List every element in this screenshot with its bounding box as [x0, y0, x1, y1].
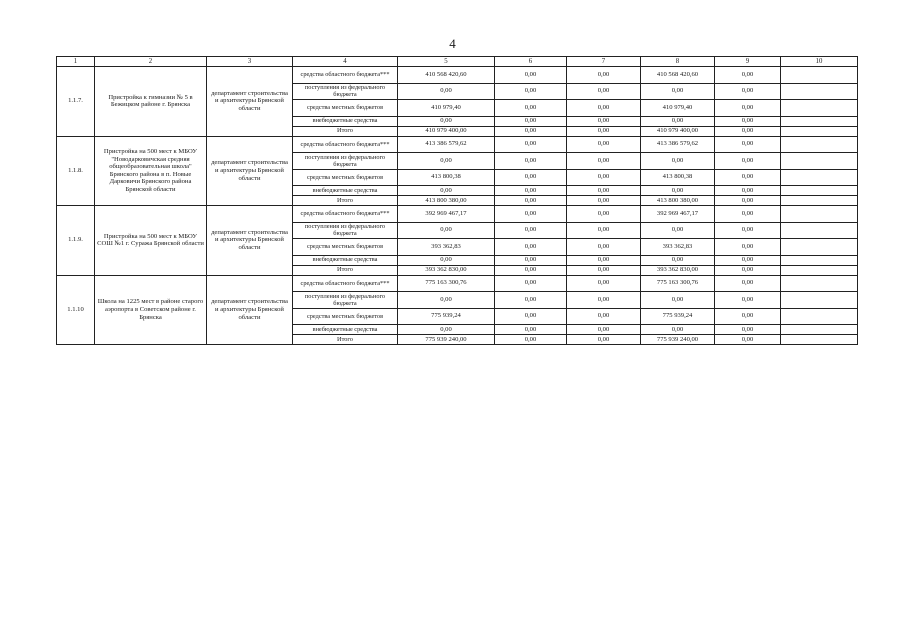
table-row: [57, 136, 858, 153]
amount-cell-c8: 0,00: [641, 292, 715, 309]
item-code-cell: 1.1.7.: [57, 67, 95, 137]
amount-cell-c10: [781, 239, 858, 256]
amount-cell-c9: 0,00: [715, 83, 781, 100]
amount-cell-c10: [781, 308, 858, 325]
amount-cell-c9: 0,00: [715, 292, 781, 309]
amount-cell-c10: [781, 186, 858, 196]
amount-cell-c9: 0,00: [715, 325, 781, 335]
amount-cell-c10: [781, 325, 858, 335]
amount-cell-c6: 0,00: [495, 83, 567, 100]
amount-cell-c5: 410 979,40: [398, 100, 495, 117]
amount-cell-c9: 0,00: [715, 308, 781, 325]
executor-cell: департамент строительства и архитектуры Брянской области: [207, 275, 293, 345]
amount-cell-c8: 410 568 420,60: [641, 67, 715, 84]
amount-cell-c10: [781, 275, 858, 292]
amount-cell-c10: [781, 206, 858, 223]
amount-cell-c6: 0,00: [495, 196, 567, 206]
amount-cell-c9: 0,00: [715, 239, 781, 256]
item-code-cell: 1.1.10: [57, 275, 95, 345]
amount-cell-c6: 0,00: [495, 136, 567, 153]
amount-cell-c10: [781, 136, 858, 153]
amount-cell-c7: 0,00: [567, 67, 641, 84]
amount-cell-c7: 0,00: [567, 292, 641, 309]
amount-cell-c9: 0,00: [715, 275, 781, 292]
amount-cell-c7: 0,00: [567, 275, 641, 292]
amount-cell-c7: 0,00: [567, 116, 641, 126]
executor-cell: департамент строительства и архитектуры Брянской области: [207, 67, 293, 137]
amount-cell-c6: 0,00: [495, 325, 567, 335]
budget-table: [56, 56, 858, 345]
funding-source-cell: Итого: [293, 196, 398, 206]
amount-cell-c5: 0,00: [398, 255, 495, 265]
page-number: 4: [449, 36, 456, 51]
executor-cell: департамент строительства и архитектуры Брянской области: [207, 206, 293, 276]
amount-cell-c5: 0,00: [398, 116, 495, 126]
amount-cell-c10: [781, 126, 858, 136]
amount-cell-c7: 0,00: [567, 206, 641, 223]
funding-source-cell: средства областного бюджета***: [293, 275, 398, 292]
amount-cell-c10: [781, 335, 858, 345]
amount-cell-c9: 0,00: [715, 255, 781, 265]
column-number: 10: [781, 57, 858, 67]
column-number: 6: [495, 57, 567, 67]
amount-cell-c6: 0,00: [495, 239, 567, 256]
object-name-cell: Пристройка на 500 мест к МБОУ СОШ №1 г. Суража Брянской области: [95, 206, 207, 276]
amount-cell-c6: 0,00: [495, 308, 567, 325]
column-number: 2: [95, 57, 207, 67]
funding-source-cell: Итого: [293, 126, 398, 136]
amount-cell-c5: 0,00: [398, 83, 495, 100]
amount-cell-c10: [781, 169, 858, 186]
amount-cell-c10: [781, 116, 858, 126]
funding-source-cell: средства областного бюджета***: [293, 67, 398, 84]
amount-cell-c7: 0,00: [567, 83, 641, 100]
amount-cell-c7: 0,00: [567, 126, 641, 136]
table-row: [57, 206, 858, 223]
column-number: 1: [57, 57, 95, 67]
funding-source-cell: средства местных бюджетов: [293, 239, 398, 256]
amount-cell-c10: [781, 83, 858, 100]
amount-cell-c6: 0,00: [495, 206, 567, 223]
amount-cell-c7: 0,00: [567, 196, 641, 206]
amount-cell-c7: 0,00: [567, 335, 641, 345]
amount-cell-c10: [781, 153, 858, 170]
funding-source-cell: Итого: [293, 335, 398, 345]
amount-cell-c5: 775 939 240,00: [398, 335, 495, 345]
amount-cell-c8: 775 939,24: [641, 308, 715, 325]
amount-cell-c9: 0,00: [715, 153, 781, 170]
amount-cell-c6: 0,00: [495, 292, 567, 309]
amount-cell-c9: 0,00: [715, 186, 781, 196]
amount-cell-c8: 413 800 380,00: [641, 196, 715, 206]
funding-source-cell: поступления из федерального бюджета: [293, 292, 398, 309]
amount-cell-c7: 0,00: [567, 100, 641, 117]
amount-cell-c10: [781, 222, 858, 239]
amount-cell-c9: 0,00: [715, 67, 781, 84]
amount-cell-c9: 0,00: [715, 335, 781, 345]
amount-cell-c8: 413 386 579,62: [641, 136, 715, 153]
amount-cell-c8: 0,00: [641, 116, 715, 126]
amount-cell-c8: 0,00: [641, 325, 715, 335]
amount-cell-c7: 0,00: [567, 186, 641, 196]
amount-cell-c6: 0,00: [495, 186, 567, 196]
amount-cell-c6: 0,00: [495, 255, 567, 265]
table-row: [57, 275, 858, 292]
amount-cell-c7: 0,00: [567, 153, 641, 170]
amount-cell-c9: 0,00: [715, 265, 781, 275]
amount-cell-c7: 0,00: [567, 136, 641, 153]
funding-source-cell: средства местных бюджетов: [293, 169, 398, 186]
column-number: 3: [207, 57, 293, 67]
table-row: [57, 67, 858, 84]
item-code-cell: 1.1.8.: [57, 136, 95, 206]
column-number: 7: [567, 57, 641, 67]
funding-source-cell: внебюджетные средства: [293, 325, 398, 335]
amount-cell-c5: 0,00: [398, 153, 495, 170]
amount-cell-c8: 0,00: [641, 83, 715, 100]
amount-cell-c8: 393 362 830,00: [641, 265, 715, 275]
amount-cell-c10: [781, 255, 858, 265]
amount-cell-c6: 0,00: [495, 335, 567, 345]
funding-source-cell: средства местных бюджетов: [293, 308, 398, 325]
funding-source-cell: Итого: [293, 265, 398, 275]
amount-cell-c8: 392 969 467,17: [641, 206, 715, 223]
funding-source-cell: внебюджетные средства: [293, 255, 398, 265]
amount-cell-c8: 0,00: [641, 222, 715, 239]
funding-source-cell: средства областного бюджета***: [293, 206, 398, 223]
table-body: [57, 57, 858, 345]
amount-cell-c8: 0,00: [641, 153, 715, 170]
object-name-cell: Школа на 1225 мест в районе старого аэропорта в Советском районе г. Брянска: [95, 275, 207, 345]
funding-source-cell: средства областного бюджета***: [293, 136, 398, 153]
column-number: 5: [398, 57, 495, 67]
amount-cell-c6: 0,00: [495, 153, 567, 170]
amount-cell-c5: 392 969 467,17: [398, 206, 495, 223]
amount-cell-c5: 0,00: [398, 222, 495, 239]
amount-cell-c5: 0,00: [398, 325, 495, 335]
funding-source-cell: внебюджетные средства: [293, 116, 398, 126]
amount-cell-c7: 0,00: [567, 308, 641, 325]
amount-cell-c6: 0,00: [495, 100, 567, 117]
amount-cell-c8: 775 939 240,00: [641, 335, 715, 345]
column-number: 8: [641, 57, 715, 67]
amount-cell-c8: 393 362,83: [641, 239, 715, 256]
amount-cell-c7: 0,00: [567, 239, 641, 256]
amount-cell-c9: 0,00: [715, 206, 781, 223]
amount-cell-c9: 0,00: [715, 169, 781, 186]
amount-cell-c10: [781, 265, 858, 275]
amount-cell-c9: 0,00: [715, 196, 781, 206]
funding-source-cell: поступления из федерального бюджета: [293, 153, 398, 170]
funding-source-cell: средства местных бюджетов: [293, 100, 398, 117]
amount-cell-c6: 0,00: [495, 265, 567, 275]
amount-cell-c6: 0,00: [495, 275, 567, 292]
funding-source-cell: поступления из федерального бюджета: [293, 222, 398, 239]
amount-cell-c5: 775 939,24: [398, 308, 495, 325]
column-number: 4: [293, 57, 398, 67]
amount-cell-c9: 0,00: [715, 116, 781, 126]
funding-source-cell: внебюджетные средства: [293, 186, 398, 196]
amount-cell-c8: 0,00: [641, 186, 715, 196]
amount-cell-c5: 393 362,83: [398, 239, 495, 256]
amount-cell-c8: 410 979,40: [641, 100, 715, 117]
funding-source-cell: поступления из федерального бюджета: [293, 83, 398, 100]
amount-cell-c8: 413 800,38: [641, 169, 715, 186]
amount-cell-c5: 410 979 400,00: [398, 126, 495, 136]
item-code-cell: 1.1.9.: [57, 206, 95, 276]
amount-cell-c6: 0,00: [495, 67, 567, 84]
amount-cell-c7: 0,00: [567, 222, 641, 239]
executor-cell: департамент строительства и архитектуры Брянской области: [207, 136, 293, 206]
amount-cell-c10: [781, 67, 858, 84]
amount-cell-c7: 0,00: [567, 255, 641, 265]
amount-cell-c6: 0,00: [495, 126, 567, 136]
amount-cell-c5: 0,00: [398, 292, 495, 309]
amount-cell-c5: 0,00: [398, 186, 495, 196]
column-numbers-row: [57, 57, 858, 67]
amount-cell-c8: 775 163 300,76: [641, 275, 715, 292]
amount-cell-c6: 0,00: [495, 116, 567, 126]
column-number: 9: [715, 57, 781, 67]
object-name-cell: Пристройка на 500 мест к МБОУ "Новодарковичская средняя общеобразовательная школа" Брянского района в п. Новые Дарковичи Брянского района Брянской области: [95, 136, 207, 206]
amount-cell-c9: 0,00: [715, 222, 781, 239]
amount-cell-c5: 413 800 380,00: [398, 196, 495, 206]
amount-cell-c5: 413 386 579,62: [398, 136, 495, 153]
amount-cell-c5: 393 362 830,00: [398, 265, 495, 275]
amount-cell-c6: 0,00: [495, 222, 567, 239]
amount-cell-c7: 0,00: [567, 169, 641, 186]
amount-cell-c5: 410 568 420,60: [398, 67, 495, 84]
amount-cell-c9: 0,00: [715, 126, 781, 136]
amount-cell-c9: 0,00: [715, 100, 781, 117]
amount-cell-c5: 775 163 300,76: [398, 275, 495, 292]
amount-cell-c6: 0,00: [495, 169, 567, 186]
amount-cell-c9: 0,00: [715, 136, 781, 153]
amount-cell-c8: 0,00: [641, 255, 715, 265]
amount-cell-c7: 0,00: [567, 325, 641, 335]
object-name-cell: Пристройка к гимназии № 5 в Бежицком районе г. Брянска: [95, 67, 207, 137]
amount-cell-c8: 410 979 400,00: [641, 126, 715, 136]
amount-cell-c5: 413 800,38: [398, 169, 495, 186]
amount-cell-c10: [781, 196, 858, 206]
amount-cell-c7: 0,00: [567, 265, 641, 275]
amount-cell-c10: [781, 100, 858, 117]
amount-cell-c10: [781, 292, 858, 309]
